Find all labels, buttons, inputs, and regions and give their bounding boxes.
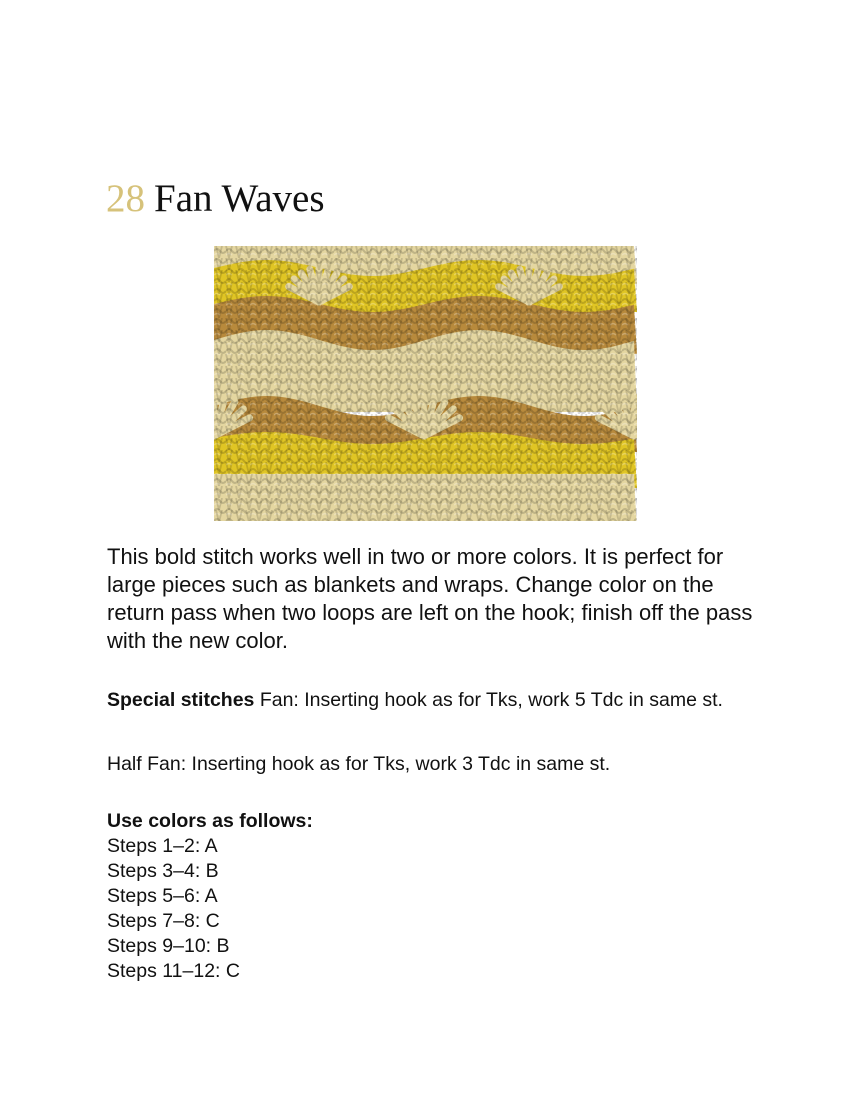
intro-paragraph: This bold stitch works well in two or more colors. It is perfect for large pieces such as blankets and wraps. Change color on the return pass when two loops are left on the hook; finish off the pass with the new color. xyxy=(107,544,753,653)
pattern-number: 28 xyxy=(106,177,145,220)
color-step: Steps 11–12: C xyxy=(107,960,240,982)
fan-description: Fan: Inserting hook as for Tks, work 5 Tdc in same st. xyxy=(259,689,723,711)
special-stitches-label: Special stitches xyxy=(107,689,255,711)
special-stitches-fan xyxy=(107,688,757,712)
color-step: Steps 9–10: B xyxy=(107,935,230,957)
color-step: Steps 5–6: A xyxy=(107,885,218,907)
color-sequence xyxy=(107,809,507,984)
pattern-title: Fan Waves xyxy=(154,177,325,220)
color-sequence-heading: Use colors as follows: xyxy=(107,810,313,832)
color-step: Steps 1–2: A xyxy=(107,835,218,857)
page-heading xyxy=(106,176,325,222)
half-fan-description: Half Fan: Inserting hook as for Tks, work 3 Tdc in same st. xyxy=(107,753,611,775)
color-step: Steps 7–8: C xyxy=(107,910,220,932)
swatch-photo xyxy=(214,246,637,521)
color-step: Steps 3–4: B xyxy=(107,860,219,882)
